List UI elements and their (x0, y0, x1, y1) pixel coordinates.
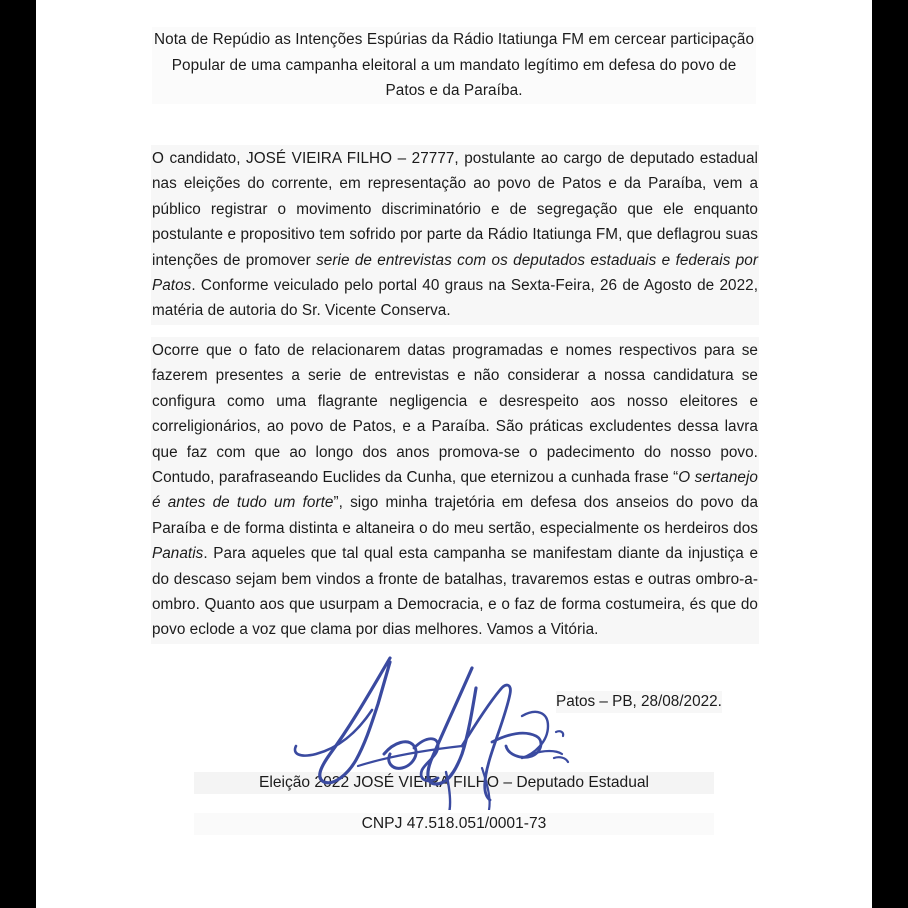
paragraph-two (152, 338, 758, 643)
letterbox-bar-left (0, 0, 36, 908)
paragraph-two-italic-panatis: Panatis (152, 545, 204, 563)
paragraph-one-italic-quote: serie de entrevistas com os deputados estaduais e federais por Patos (152, 251, 758, 295)
date-location-line: Patos – PB, 28/08/2022. (556, 691, 722, 713)
paragraph-one (152, 146, 758, 324)
paragraph-one-text-part-2: . Conforme veiculado pelo portal 40 graus na Sexta-Feira, 26 de Agosto de 2022, matéria de autoria do Sr. Vicente Conserva. (152, 277, 758, 320)
letterbox-bar-right (872, 0, 908, 908)
paragraph-one-text-part-1: O candidato, JOSÉ VIEIRA FILHO – 27777, postulante ao cargo de deputado estadual nas eleições do corrente, em representação ao povo de Patos e da Paraíba, vem a público registrar o movimento discriminatório e de segregação que ele enquanto postulante e propositivo tem sofrido por parte da Rádio Itatiunga FM, que deflagrou suas intenções de promover (152, 150, 758, 269)
scanned-document-page (36, 0, 872, 908)
document-title (152, 27, 756, 104)
paragraph-two-text-part-2: ”, sigo minha trajetória em defesa dos anseios do povo da Paraíba e de forma distinta e altaneira o do meu sertão, especialmente os herdeiros dos (152, 494, 758, 537)
document-content-area (36, 0, 872, 908)
paragraph-two-text-part-1: Ocorre que o fato de relacionarem datas programadas e nomes respectivos para se fazerem presentes a serie de entrevistas e não considerar a nossa candidatura se configura como uma flagrante negligencia e desrespeito aos nosso eleitores e correligionários, ao povo de Patos, e a Paraíba. São práticas excludentes dessa lavra que faz com que ao longo dos anos promova-se o padecimento do nosso povo. Contudo, parafraseando Euclides da Cunha, que eternizou a cunhada frase “ (152, 342, 758, 487)
signature-name-line: Eleição 2022 JOSÉ VIEIRA FILHO – Deputado Estadual (194, 772, 714, 794)
signature-cnpj-line: CNPJ 47.518.051/0001-73 (194, 813, 714, 835)
document-title-line-1: Nota de Repúdio as Intenções Espúrias da Rádio Itatiunga FM em cercear (153, 31, 667, 48)
paragraph-two-italic-quote: O sertanejo é antes de tudo um forte (152, 469, 758, 512)
paragraph-two-text-part-3: . Para aqueles que tal qual esta campanha se manifestam diante da injustiça e do descaso sejam bem vindos a fronte de batalhas, travaremos estas e outras ombro-a-ombro. Quanto aos que usurpam a Democracia, e o faz de forma costumeira, és que do povo eclode a voz que clama por dias melhores. Vamos a Vitória. (152, 545, 758, 639)
document-title-line-2: participação Popular de uma campanha eleitoral a um mandato legítimo em (171, 31, 755, 74)
document-title-line-3: defesa do povo de Patos e da Paraíba. (385, 56, 737, 99)
